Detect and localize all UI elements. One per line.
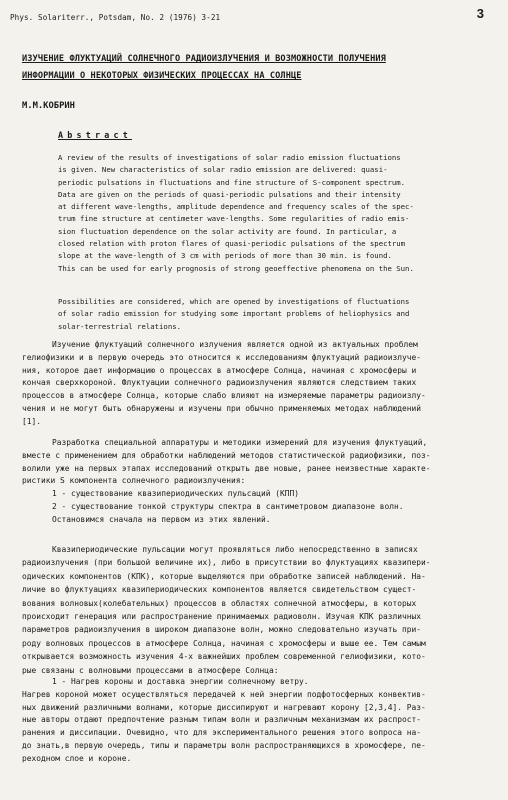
abstract-line: solar-terrestrial relations. (58, 321, 182, 331)
paragraph-3 (22, 543, 488, 677)
body-line: ных движений различными волнами, которые диссипируют и нагревают корону [2,3,4]. Раз- (22, 702, 426, 712)
abstract-line: periodic pulsations in fluctuations and fine structure of S-component spectrum. (58, 177, 406, 187)
body-line: вования волновых(колебательных) процессов в областях солнечной атмосферы, в которых (22, 598, 417, 608)
body-line: волили уже на первых этапах исследований открыть две новые, ранее неизвестные характе- (22, 463, 431, 473)
body-line: рые связаны с волновыми процессами в атмосфере Солнца: (22, 665, 279, 675)
abstract-heading: Abstract (58, 130, 132, 140)
body-line: до знать,в первую очередь, типы и параметры волн распространяющихся в хромосфере, пе- (22, 740, 426, 750)
abstract-line: trum fine structure at centimeter wave-lengths. Some regularities of radio emis- (58, 214, 410, 224)
abstract-line: Possibilities are considered, which are opened by investigations of fluctuations (58, 297, 410, 306)
page-number: 3 (476, 6, 484, 21)
list-item: 1 - существование квазипериодических пульсаций (КПП) (52, 489, 300, 499)
body-line: Квазипериодические пульсации могут проявляться либо непосредственно в записях (52, 545, 418, 554)
body-line: Разработка специальной аппаратуры и методики измерений для изучения флуктуаций, (52, 438, 428, 447)
body-line: процессов в атмосфере Солнца, которые слабо влияют на измеряемые параметры радиоизлу- (22, 391, 426, 401)
title-line: ИЗУЧЕНИЕ ФЛУКТУАЦИЙ СОЛНЕЧНОГО РАДИОИЗЛУЧЕНИЯ И ВОЗМОЖНОСТИ ПОЛУЧЕНИЯ (22, 54, 386, 64)
paper-title (22, 51, 482, 85)
author-name: М.М.КОБРИН (22, 101, 75, 111)
abstract-line: sion fluctuation dependence on the solar activity are found. In particular, a (58, 226, 397, 236)
body-line: Нагрев короной может осуществляться передачей к ней энергии подфотосферных конвектив- (22, 689, 426, 699)
body-line: открывается возможность изучения 4-х важнейших проблем современной гелиофизики, кото- (22, 652, 426, 662)
abstract-line: A review of the results of investigations of solar radio emission fluctuations (58, 153, 401, 162)
body-line: гелиофизики и в первую очередь это относится к исследованиям флуктуаций радиоизлуче- (22, 352, 422, 362)
abstract-line: This can be used for early prognosis of strong geoeffective phenomena on the Sun. (58, 263, 414, 273)
abstract-line: Data are given on the periods of quasi-periodic pulsations and their intensity (58, 189, 401, 199)
body-line: ные авторы отдают предпочтение разным типам волн и различным механизмам их распрост- (22, 715, 422, 725)
abstract-line: at different wave-lengths, amplitude dependence and frequency scales of the spec- (58, 202, 414, 212)
body-line: ристики S компонента солнечного радиоизлучения: (22, 476, 246, 486)
body-line: личие во флуктуациях квазипериодических компонентов является свидетельством сущест- (22, 585, 417, 595)
body-line: происходит генерация или распространение принимаемых радиоволн. Изучая КПК различных (22, 612, 422, 622)
body-line: кончая сверхкороной. Флуктуации солнечного радиоизлучения являются следствием таких (22, 378, 417, 388)
body-line: роду волновых процессов в атмосфере Солнца, начиная с хромосферы и выше ее. Тем самым (22, 638, 426, 648)
body-line: реходном слое и короне. (22, 753, 132, 763)
paragraph-1 (22, 339, 488, 429)
body-line: вместе с применением для обработки наблюдений методов статистической радиофизики, поз- (22, 450, 431, 460)
body-line: ния, которое дает информацию о процессах в атмосфере Солнца, начиная с хромосферы и (22, 365, 417, 375)
abstract-line: of solar radio emission for studying some important problems of heliophysics and (58, 309, 410, 319)
abstract-text-2 (58, 296, 490, 333)
abstract-text (58, 152, 490, 275)
abstract-line: slope at the wave-length of 3 cm with periods of more than 30 min. is found. (58, 251, 392, 261)
body-line: [1]. (22, 416, 42, 426)
list-item: 2 - существование тонкой структуры спектра в сантиметровом диапазоне волн. (52, 501, 404, 511)
paragraph-4 (22, 676, 488, 766)
body-line: одических компонентов (КПК), которые выделяются при обработке записей наблюдений. На- (22, 571, 426, 581)
paragraph-2 (22, 437, 488, 527)
body-line: Остановимся сначала на первом из этих явлений. (52, 514, 271, 524)
body-line: чения и не могут быть обнаружены и изучены при обычно применяемых методах наблюдений (22, 403, 422, 413)
list-item: 1 - Нагрев короны и доставка энергии солнечному ветру. (52, 677, 309, 686)
body-line: параметров радиоизлучения в широком диапазоне волн, можно следовательно изучать при- (22, 625, 422, 635)
journal-citation: Phys. Solariterr., Potsdam, No. 2 (1976) 3-21 (10, 13, 221, 22)
abstract-line: closed relation with proton flares of quasi-periodic pulsations of the spectrum (58, 239, 406, 249)
body-line: ранения и диссипации. Очевидно, что для экспериментального решения этого вопроса на- (22, 728, 422, 738)
body-line: Изучение флуктуаций солнечного излучения является одной из актуальных проблем (52, 340, 418, 349)
abstract-line: is given. New characteristics of solar radio emission are delivered: quasi- (58, 165, 388, 175)
title-line: ИНФОРМАЦИИ О НЕКОТОРЫХ ФИЗИЧЕСКИХ ПРОЦЕССАХ НА СОЛНЦЕ (22, 71, 302, 81)
body-line: радиоизлучения (при большой величине их), либо в присутствии во флуктуациях квазипери- (22, 558, 431, 568)
